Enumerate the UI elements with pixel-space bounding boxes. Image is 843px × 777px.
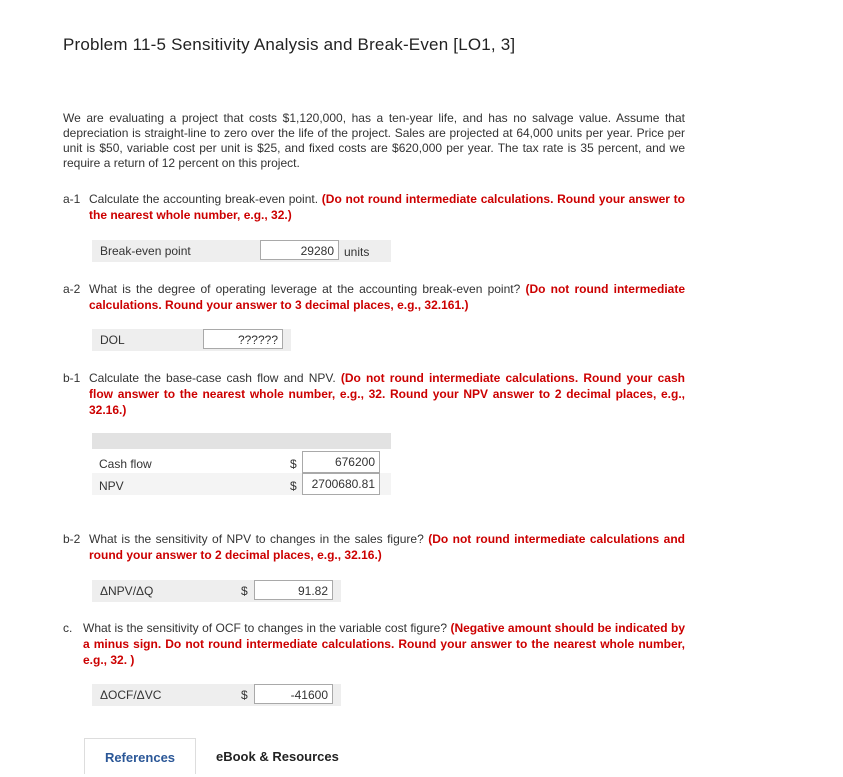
row-label: NPV [99, 479, 124, 493]
question-number: a-1 [63, 192, 81, 206]
tab-ebook-resources[interactable]: eBook & Resources [216, 749, 339, 764]
npv-input[interactable]: 2700680.81 [302, 473, 380, 495]
question-number: a-2 [63, 282, 81, 296]
ocf-sensitivity-input[interactable]: -41600 [254, 684, 333, 704]
table-row-cash-flow [92, 451, 391, 473]
question-number: c. [63, 621, 73, 635]
question-number: b-2 [63, 532, 81, 546]
currency-symbol: $ [290, 479, 297, 493]
answer-label: ΔNPV/ΔQ [100, 584, 154, 598]
resource-tabs [84, 738, 384, 774]
table-header [92, 433, 391, 449]
tab-references[interactable]: References [84, 738, 196, 774]
currency-symbol: $ [290, 457, 297, 471]
question-c [63, 620, 685, 668]
units-label: units [344, 245, 370, 259]
page-title: Problem 11-5 Sensitivity Analysis and Break-Even [LO1, 3] [63, 35, 516, 54]
answer-label: DOL [100, 333, 125, 347]
question-text: What is the sensitivity of NPV to changes in the sales figure? [89, 532, 424, 546]
problem-intro: We are evaluating a project that costs $1,120,000, has a ten-year life, and has no salvage value. Assume that depreciation is straight-line to zero over the life of the project. Sales are projected at 64,000 units per year. Price per unit is $50, variable cost per unit is $25, and fixed costs are $620,000 per year. The tax rate is 35 percent, and we require a return of 12 percent on this project. [63, 111, 685, 170]
dol-input[interactable]: ?????? [203, 329, 283, 349]
question-instruction: (Do not round intermediate calculations and round your answer to 2 decimal places, e.g., 32.16.) [89, 532, 685, 562]
question-b2 [63, 531, 685, 563]
question-a2 [63, 281, 685, 313]
answer-label: Break-even point [100, 244, 191, 258]
currency-symbol: $ [241, 688, 248, 702]
question-a1 [63, 191, 685, 223]
question-instruction: (Do not round intermediate calculations. Round your answer to the nearest whole number, e.g., 32.) [89, 192, 685, 222]
question-text: What is the degree of operating leverage at the accounting break-even point? [89, 282, 521, 296]
question-instruction: (Negative amount should be indicated by a minus sign. Do not round intermediate calculations. Round your answer to the nearest whole number, e.g., 32. ) [83, 621, 685, 667]
cash-flow-npv-table [92, 433, 391, 495]
row-label: Cash flow [99, 457, 152, 471]
question-instruction: (Do not round intermediate calculations. Round your cash flow answer to the nearest whole number, e.g., 32. Round your NPV answer to 2 decimal places, e.g., 32.16.) [89, 371, 685, 417]
npv-sensitivity-input[interactable]: 91.82 [254, 580, 333, 600]
table-row-npv [92, 473, 391, 495]
question-b1 [63, 370, 685, 418]
cash-flow-input[interactable]: 676200 [302, 451, 380, 473]
question-instruction: (Do not round intermediate calculations. Round your answer to 3 decimal places, e.g., 32.161.) [89, 282, 685, 312]
answer-label: ΔOCF/ΔVC [100, 688, 162, 702]
question-text: Calculate the accounting break-even point. [89, 192, 319, 206]
break-even-input[interactable]: 29280 [260, 240, 339, 260]
currency-symbol: $ [241, 584, 248, 598]
question-number: b-1 [63, 371, 81, 385]
question-text: Calculate the base-case cash flow and NPV. [89, 371, 336, 385]
question-text: What is the sensitivity of OCF to changes in the variable cost figure? [83, 621, 448, 635]
